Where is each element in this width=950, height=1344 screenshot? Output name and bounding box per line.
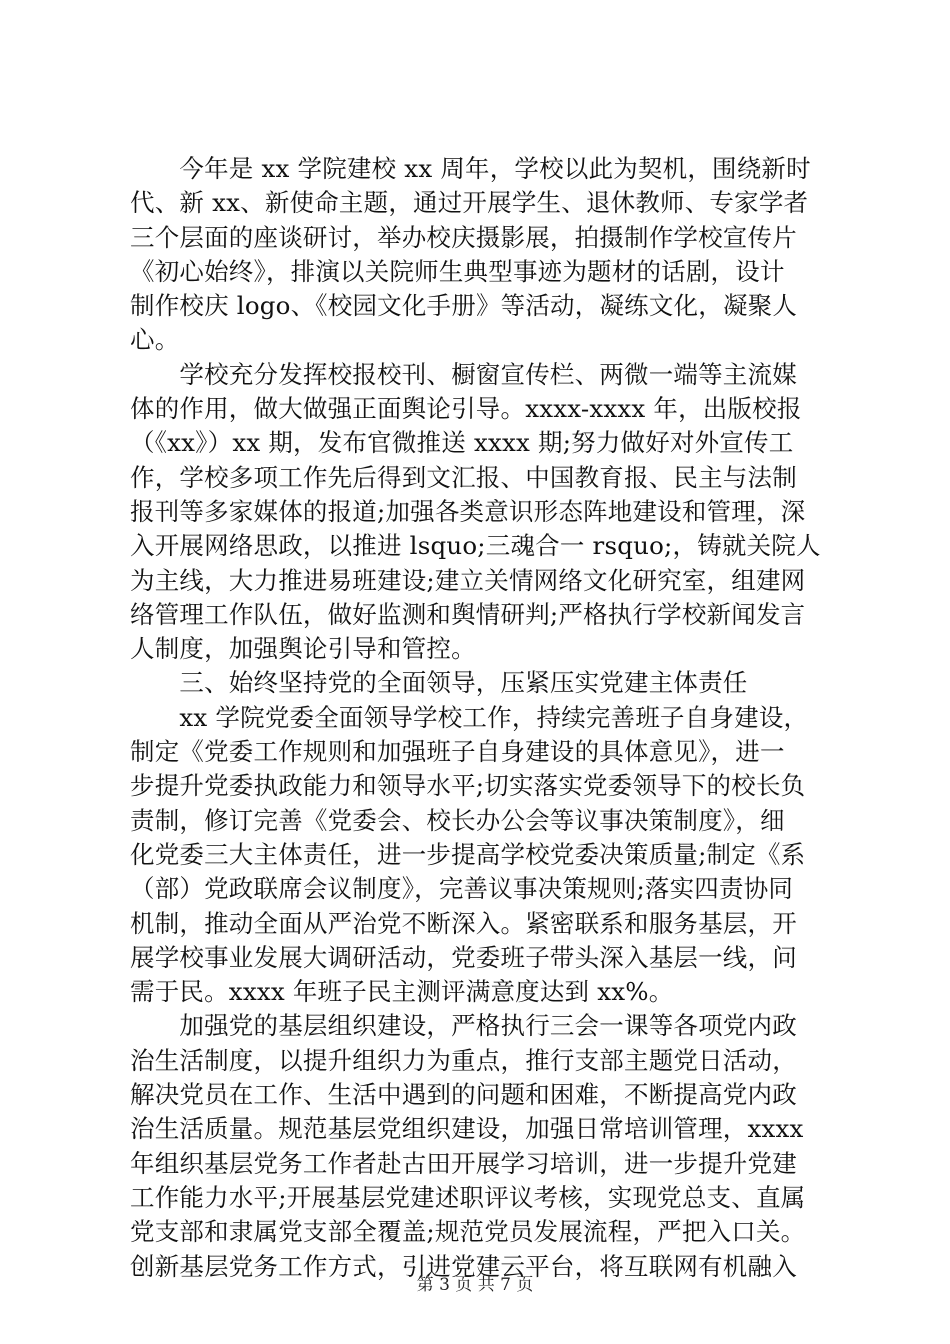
text-line: 需于民。xxxx 年班子民主测评满意度达到 xx%。 <box>130 977 674 1007</box>
text-line: 党支部和隶属党支部全覆盖;规范党员发展流程，严把入口关。 <box>130 1217 806 1247</box>
text-line: 今年是 xx 学院建校 xx 周年，学校以此为契机，围绕新时 <box>130 154 811 183</box>
text-line: 三、始终坚持党的全面领导，压紧压实党建主体责任 <box>130 668 748 698</box>
text-line: 为主线，大力推进易班建设;建立关情网络文化研究室，组建网 <box>130 565 806 595</box>
text-line: 工作能力水平;开展基层党建述职评议考核，实现党总支、直属 <box>130 1182 806 1212</box>
text-line: 创新基层党务工作方式，引进党建云平台，将互联网有机融入 <box>130 1251 797 1281</box>
page-footer: 第 3 页 共 7 页 <box>416 1275 534 1295</box>
text-line: 展学校事业发展大调研活动，党委班子带头深入基层一线，问 <box>130 942 797 972</box>
text-line: （部）党政联席会议制度》，完善议事决策规则;落实四责协同 <box>130 874 794 904</box>
text-line: 三个层面的座谈研讨，举办校庆摄影展，拍摄制作学校宣传片 <box>130 222 797 252</box>
text-line: 步提升党委执政能力和领导水平;切实落实党委领导下的校长负 <box>130 771 806 801</box>
text-line: 体的作用，做大做强正面舆论引导。xxxx-xxxx 年，出版校报 <box>130 394 802 424</box>
text-line: 学校充分发挥校报校刊、橱窗宣传栏、两微一端等主流媒 <box>130 359 797 389</box>
text-line: 入开展网络思政，以推进 lsquo;三魂合一 rsquo;，铸就关院人 <box>130 531 821 561</box>
text-line: 治生活质量。规范基层党组织建设，加强日常培训管理，xxxx <box>130 1114 804 1144</box>
text-line: 制作校庆 logo、《校园文化手册》等活动，凝练文化，凝聚人 <box>130 291 798 321</box>
text-line: 络管理工作队伍，做好监测和舆情研判;严格执行学校新闻发言 <box>130 599 806 629</box>
text-line: 人制度，加强舆论引导和管控。 <box>130 634 476 664</box>
text-line: 治生活制度，以提升组织力为重点，推行支部主题党日活动， <box>130 1045 797 1075</box>
text-line: 《初心始终》，排演以关院师生典型事迹为题材的话剧，设计 <box>130 256 785 286</box>
text-line: 心。 <box>130 325 180 355</box>
text-line: 加强党的基层组织建设，严格执行三会一课等各项党内政 <box>130 1011 797 1041</box>
document-body <box>130 152 830 1284</box>
text-line: （《xx》）xx 期，发布官微推送 xxxx 期;努力做好对外宣传工 <box>130 428 794 458</box>
text-line: 代、新 xx、新使命主题，通过开展学生、退休教师、专家学者 <box>130 188 809 218</box>
text-line: xx 学院党委全面领导学校工作，持续完善班子自身建设， <box>130 702 809 732</box>
text-line: 机制，推动全面从严治党不断深入。紧密联系和服务基层，开 <box>130 908 797 938</box>
text-line: 责制，修订完善《党委会、校长办公会等议事决策制度》，细 <box>130 805 785 835</box>
text-line: 报刊等多家媒体的报道;加强各类意识形态阵地建设和管理，深 <box>130 496 806 526</box>
text-line: 解决党员在工作、生活中遇到的问题和困难，不断提高党内政 <box>130 1080 797 1110</box>
text-line: 作，学校多项工作先后得到文汇报、中国教育报、民主与法制 <box>130 462 797 492</box>
text-line: 制定《党委工作规则和加强班子自身建设的具体意见》，进一 <box>130 737 785 767</box>
text-line: 年组织基层党务工作者赴古田开展学习培训，进一步提升党建 <box>130 1148 797 1178</box>
text-line: 化党委三大主体责任，进一步提高学校党委决策质量;制定《系 <box>130 839 806 869</box>
